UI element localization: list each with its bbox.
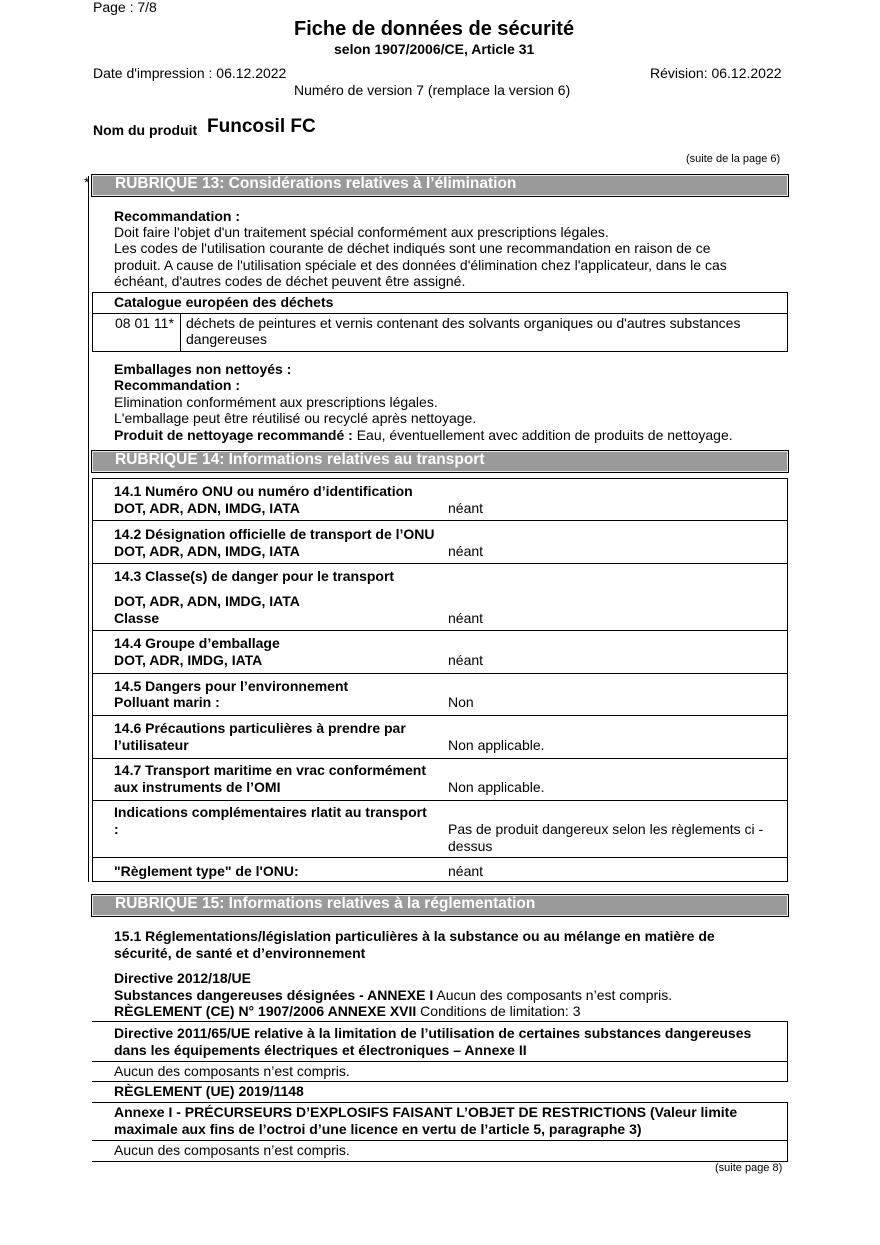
transport-row-title: 14.7 Transport maritime en vrac conformément [114,762,426,778]
recommendation-text: produit. A cause de l'utilisation spéciale et des données d'élimination chez l'applicateur, dans le cas [114,257,727,273]
transport-row-title: Indications complémentaires rlatit au transport [114,804,427,820]
transport-row-title: 14.4 Groupe d’emballage [114,635,280,651]
transport-row-label: DOT, ADR, ADN, IMDG, IATA [114,543,300,559]
rohs-heading: dans les équipements électriques et électroniques – Annexe II [114,1042,527,1058]
section-13-title: RUBRIQUE 13: Considérations relatives à l’élimination [115,175,517,192]
section-14-title: RUBRIQUE 14: Informations relatives au transport [115,451,485,468]
transport-row-value: néant [448,500,484,516]
section-14-header [91,450,789,473]
transport-row-label: DOT, ADR, ADN, IMDG, IATA [114,593,300,609]
cleaning-label: Produit de nettoyage recommandé : [114,427,353,443]
table-divider [92,313,788,314]
row-divider [92,857,788,858]
waste-description: dangereuses [186,331,267,347]
reach-line [114,1003,580,1020]
transport-row-label: DOT, ADR, IMDG, IATA [114,652,263,668]
document-subtitle: selon 1907/2006/CE, Article 31 [334,41,535,57]
packaging-label: Emballages non nettoyés : [114,361,292,377]
explosives-value: Aucun des composants n’est compris. [114,1142,350,1158]
transport-row-title: 14.6 Précautions particulières à prendre par [114,720,406,736]
cleaning-value: Eau, éventuellement avec addition de produits de nettoyage. [356,427,733,443]
rule [787,1102,788,1162]
waste-code: 08 01 11* [115,315,174,331]
transport-row-title: aux instruments de l’OMI [114,779,281,795]
rule [92,1081,788,1082]
rule [92,1061,788,1062]
version-number: Numéro de version 7 (remplace la version 6) [294,82,571,98]
row-divider [92,673,788,674]
change-marker: * [84,174,90,190]
annex-i-value: Aucun des composants n’est compris. [436,987,673,1003]
print-date: Date d'impression : 06.12.2022 [93,65,287,81]
row-divider [92,715,788,716]
product-label: Nom du produit [93,122,198,138]
waste-description: déchets de peintures et vernis contenant des solvants organiques ou d'autres substances [186,315,741,331]
recommendation-text: Les codes de l'utilisation courante de déchet indiqués sont une recommandation en raison de ce [114,240,711,256]
catalogue-title: Catalogue européen des déchets [114,294,334,310]
row-divider [92,563,788,564]
transport-row-value: Non applicable. [448,737,545,753]
section-13-header [91,174,789,197]
reach-label: RÈGLEMENT (CE) N° 1907/2006 ANNEXE XVII [114,1003,417,1019]
rohs-heading: Directive 2011/65/UE relative à la limitation de l’utilisation de certaines substances dangereuses [114,1025,752,1041]
regulation-2019: RÈGLEMENT (UE) 2019/1148 [114,1083,304,1099]
margin-bar [88,176,89,882]
transport-row-label: DOT, ADR, ADN, IMDG, IATA [114,500,300,516]
transport-row-label: Polluant marin : [114,694,220,710]
transport-row-value: néant [448,610,484,626]
transport-row-title: "Règlement type" de l'ONU: [114,863,299,879]
transport-row-title: 14.3 Classe(s) de danger pour le transport [114,568,395,584]
continued-from: (suite de la page 6) [686,153,781,165]
continued-next-page: (suite page 8) [715,1162,783,1174]
explosives-heading: maximale aux fins de l’octroi d’une licence en vertu de l’article 5, paragraphe 3) [114,1121,642,1137]
transport-row-label: Classe [114,610,160,626]
rule [92,1161,788,1162]
table-divider [180,313,181,351]
recommendation-text: échéant, d'autres codes de déchet peuvent être assigné. [114,273,466,289]
row-divider [92,630,788,631]
transport-row-title: : [114,821,119,837]
transport-row-title: 14.5 Dangers pour l’environnement [114,678,349,694]
transport-row-value: Non [448,694,474,710]
packaging-text: Elimination conformément aux prescriptions légales. [114,394,438,410]
directive-2012: Directive 2012/18/UE [114,970,251,986]
transport-row-value: néant [448,863,484,879]
document-title: Fiche de données de sécurité [294,18,575,40]
row-divider [92,520,788,521]
row-divider [92,800,788,801]
transport-row-title: l’utilisateur [114,737,189,753]
regulation-heading: 15.1 Réglementations/législation particulières à la substance ou au mélange en matière de [114,928,715,944]
transport-row-value: néant [448,652,484,668]
transport-row-value: dessus [448,838,493,854]
rohs-value: Aucun des composants n’est compris. [114,1063,350,1079]
product-name: Funcosil FC [207,116,316,137]
transport-row-title: 14.1 Numéro ONU ou numéro d’identification [114,483,413,499]
reach-value: Conditions de limitation: 3 [420,1003,581,1019]
packaging-text: L'emballage peut être réutilisé ou recyclé après nettoyage. [114,410,477,426]
row-divider [92,758,788,759]
transport-row-value: néant [448,543,484,559]
section-15-header [91,894,789,917]
transport-row-value: Non applicable. [448,779,545,795]
transport-row-value: Pas de produit dangereux selon les règlements ci - [448,821,764,837]
transport-row-title: 14.2 Désignation officielle de transport de l’ONU [114,526,435,542]
recommendation-text: Doit faire l'objet d'un traitement spécial conformément aux prescriptions légales. [114,224,609,240]
recommendation-label: Recommandation : [114,208,241,224]
packaging-recommendation-label: Recommandation : [114,377,241,393]
cleaning-product [114,427,733,444]
annex-i-label: Substances dangereuses désignées - ANNEXE I [114,987,434,1003]
annex-i-line [114,987,672,1004]
section-15-title: RUBRIQUE 15: Informations relatives à la réglementation [115,895,536,912]
rule [92,1140,788,1141]
regulation-heading: sécurité, de santé et d’environnement [114,945,366,961]
page-number: Page : 7/8 [93,0,157,15]
explosives-heading: Annexe I - PRÉCURSEURS D’EXPLOSIFS FAISANT L’OBJET DE RESTRICTIONS (Valeur limite [114,1104,738,1120]
rule [92,1021,788,1022]
rule [787,1021,788,1082]
rule [92,1102,788,1103]
revision-date: Révision: 06.12.2022 [650,65,782,81]
